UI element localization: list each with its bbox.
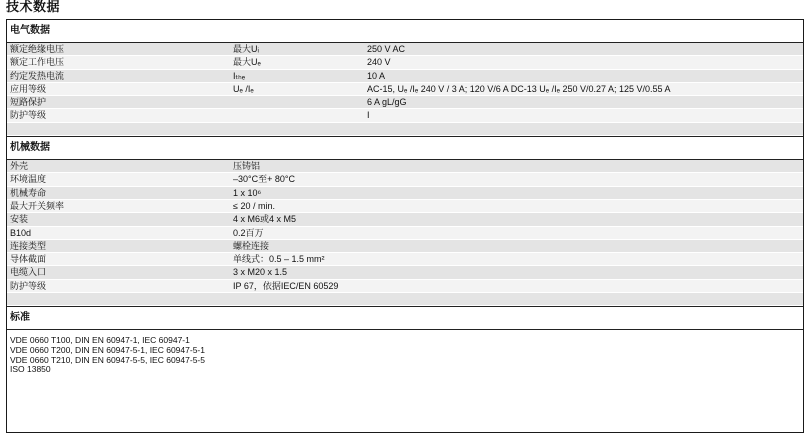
table-row xyxy=(7,43,803,56)
standards-list xyxy=(7,330,803,374)
row-value: 6 A gL/gG xyxy=(367,97,407,108)
row-label: 额定工作电压 xyxy=(10,57,65,68)
row-value: 螺栓连接 xyxy=(233,240,270,251)
standard-line: VDE 0660 T100, DIN EN 60947-1, IEC 60947-1 xyxy=(10,335,190,346)
row-label: 额定绝缘电压 xyxy=(10,44,65,54)
row-value: 250 V AC xyxy=(367,44,406,54)
standard-line: VDE 0660 T200, DIN EN 60947-5-1, IEC 60947-5-1 xyxy=(10,344,205,355)
row-label: 应用等级 xyxy=(10,83,47,94)
row-value: 0.2百万 xyxy=(233,227,264,238)
table-row xyxy=(7,200,803,213)
electrical-rows xyxy=(7,43,803,136)
row-value: IP 67，依据IEC/EN 60529 xyxy=(233,280,339,291)
row-label: 导体截面 xyxy=(10,254,47,265)
table-row xyxy=(7,227,803,240)
table-row xyxy=(7,280,803,293)
table-row xyxy=(7,160,803,173)
row-label: 最大开关频率 xyxy=(10,200,65,211)
table-row xyxy=(7,187,803,200)
row-value: 1 x 10⁶ xyxy=(233,187,262,198)
table-row xyxy=(7,56,803,69)
row-label: 短路保护 xyxy=(10,97,47,108)
table-row xyxy=(7,213,803,226)
row-label: 环境温度 xyxy=(10,174,47,185)
row-label: B10d xyxy=(10,227,32,238)
row-label: 连接类型 xyxy=(10,240,47,251)
row-value: 10 A xyxy=(367,70,386,81)
standard-line: ISO 13850 xyxy=(10,364,51,375)
row-value: –30°C至+ 80°C xyxy=(233,174,295,185)
row-label: 防护等级 xyxy=(10,280,47,291)
table-row xyxy=(7,266,803,279)
table-row xyxy=(7,70,803,83)
table-row xyxy=(7,173,803,186)
row-value: 4 x M6或4 x M5 xyxy=(233,214,297,225)
row-label: 防护等级 xyxy=(10,110,47,121)
row-value: 压铸铝 xyxy=(233,161,261,172)
row-symbol: Iₜₕₑ xyxy=(233,70,246,81)
data-table xyxy=(6,19,804,433)
row-label: 外壳 xyxy=(10,161,29,172)
row-label: 约定发热电流 xyxy=(10,70,65,81)
row-value: ≤ 20 / min. xyxy=(233,200,275,211)
mechanical-section-heading: 机械数据 xyxy=(7,136,803,160)
row-value: 3 x M20 x 1.5 xyxy=(233,267,288,278)
page-title: 技术数据 xyxy=(6,0,61,15)
row-symbol: 最大Uₑ xyxy=(233,57,261,68)
standard-line: VDE 0660 T210, DIN EN 60947-5-5, IEC 60947-5-5 xyxy=(10,354,205,365)
row-label: 机械寿命 xyxy=(10,187,47,198)
table-row xyxy=(7,96,803,109)
row-label: 电缆入口 xyxy=(10,267,47,278)
table-row xyxy=(7,240,803,253)
table-row xyxy=(7,253,803,266)
table-row xyxy=(7,109,803,122)
table-row-empty xyxy=(7,293,803,306)
mechanical-rows xyxy=(7,160,803,306)
table-row xyxy=(7,83,803,96)
electrical-section-heading: 电气数据 xyxy=(7,20,803,43)
table-row-empty xyxy=(7,123,803,136)
standards-section-heading: 标准 xyxy=(7,306,803,330)
row-value: AC-15, Uₑ /Iₑ 240 V / 3 A; 120 V/6 A DC-13 Uₑ /Iₑ 250 V/0.27 A; 125 V/0.55 A xyxy=(367,83,671,94)
row-label: 安装 xyxy=(10,214,29,225)
row-value: 240 V xyxy=(367,57,391,68)
row-symbol: Uₑ /Iₑ xyxy=(233,83,254,94)
row-symbol: 最大Uᵢ xyxy=(233,44,259,54)
row-value: 单线式：0.5 – 1.5 mm² xyxy=(233,254,325,265)
row-value: I xyxy=(367,110,370,121)
